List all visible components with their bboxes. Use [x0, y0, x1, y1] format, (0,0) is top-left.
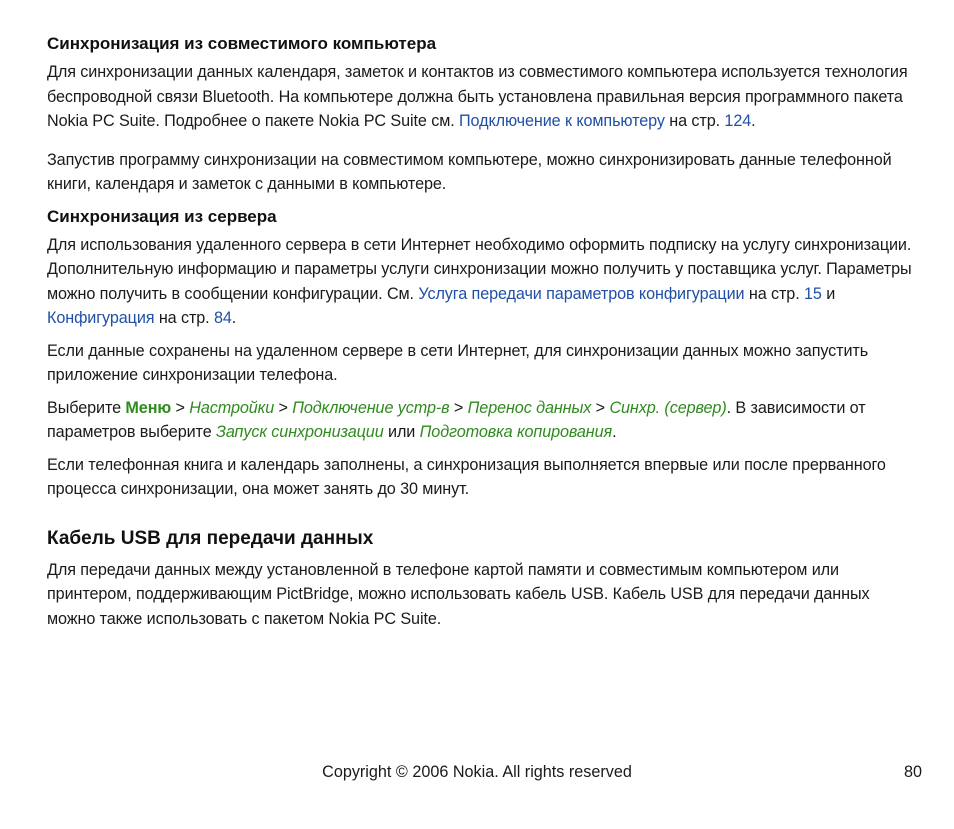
option-start-sync: Запуск синхронизации — [216, 423, 384, 441]
link-configuration[interactable]: Конфигурация — [47, 309, 155, 327]
page-footer — [0, 760, 954, 784]
text: на стр. — [744, 284, 804, 303]
paragraph-sync-server-duration: Если телефонная книга и календарь заполнены, а синхронизация выполняется впервые или после прерванного процесса синхронизации, она может занять до 30 минут. — [47, 455, 886, 498]
page-number: 80 — [903, 763, 922, 781]
text: на стр. — [664, 112, 725, 130]
text: или — [383, 423, 420, 441]
path-data-transfer: Перенос данных — [467, 398, 592, 417]
paragraph-sync-pc-run: Запустив программу синхронизации на совместимом компьютере, можно синхронизировать данные телефонной книги, календаря и заметок с данными в компьютере. — [47, 150, 892, 193]
menu-label: Меню — [125, 398, 172, 417]
text: на стр. — [154, 309, 214, 327]
path-settings: Настройки — [189, 398, 275, 417]
page-content — [47, 32, 917, 639]
paragraph-sync-pc-intro — [47, 60, 917, 134]
link-page-124[interactable]: 124 — [724, 112, 752, 130]
heading-sync-from-server: Синхронизация из сервера — [47, 206, 277, 226]
paragraph-sync-server-intro — [47, 233, 917, 331]
text: Для использования удаленного сервера в сети Интернет необходимо оформить подписку на услугу синхронизации. Дополнительную информацию и параметры услуги синхронизации можно получить у поставщика услуг. Параметры можно получить в сообщении конфигурации. См. — [47, 235, 912, 303]
text: . — [751, 112, 756, 130]
text: Выберите — [47, 398, 126, 417]
separator: > — [274, 398, 293, 417]
paragraph-sync-server-menu — [47, 396, 917, 445]
link-page-15[interactable]: 15 — [804, 284, 822, 303]
text: Для синхронизации данных календаря, заметок и контактов из совместимого компьютера используется технология беспроводной связи Bluetooth. На компьютере должна быть установлена правильная версия программного пакета Nokia PC Suite. Подробнее о пакете Nokia PC Suite см. — [47, 63, 908, 130]
separator: > — [591, 398, 610, 417]
paragraph-usb-cable: Для передачи данных между установленной в телефоне картой памяти и совместимым компьютером или принтером, поддерживающим PictBridge, можно использовать кабель USB. Кабель USB для передачи данных можно также использовать с пакетом Nokia PC Suite. — [47, 560, 870, 628]
text: . — [231, 309, 237, 327]
link-connect-to-pc[interactable]: Подключение к компьютеру — [459, 112, 665, 130]
copyright-notice: Copyright © 2006 Nokia. All rights reserved — [322, 763, 632, 781]
separator: > — [171, 398, 190, 417]
option-prepare-copy: Подготовка копирования — [419, 423, 613, 441]
link-page-84[interactable]: 84 — [213, 309, 232, 327]
heading-usb-cable: Кабель USB для передачи данных — [47, 527, 374, 549]
paragraph-sync-server-stored: Если данные сохранены на удаленном сервере в сети Интернет, для синхронизации данных можно запустить приложение синхронизации телефона. — [47, 341, 869, 384]
path-server-sync: Синхр. (сервер) — [609, 398, 727, 417]
path-connectivity: Подключение устр-в — [292, 398, 450, 417]
link-config-service[interactable]: Услуга передачи параметров конфигурации — [418, 284, 745, 303]
text: . В зависимости от параметров выберите — [47, 398, 866, 441]
text: . — [612, 423, 617, 441]
separator: > — [449, 398, 468, 417]
text: и — [821, 284, 836, 303]
heading-sync-from-pc: Синхронизация из совместимого компьютера — [47, 34, 437, 53]
